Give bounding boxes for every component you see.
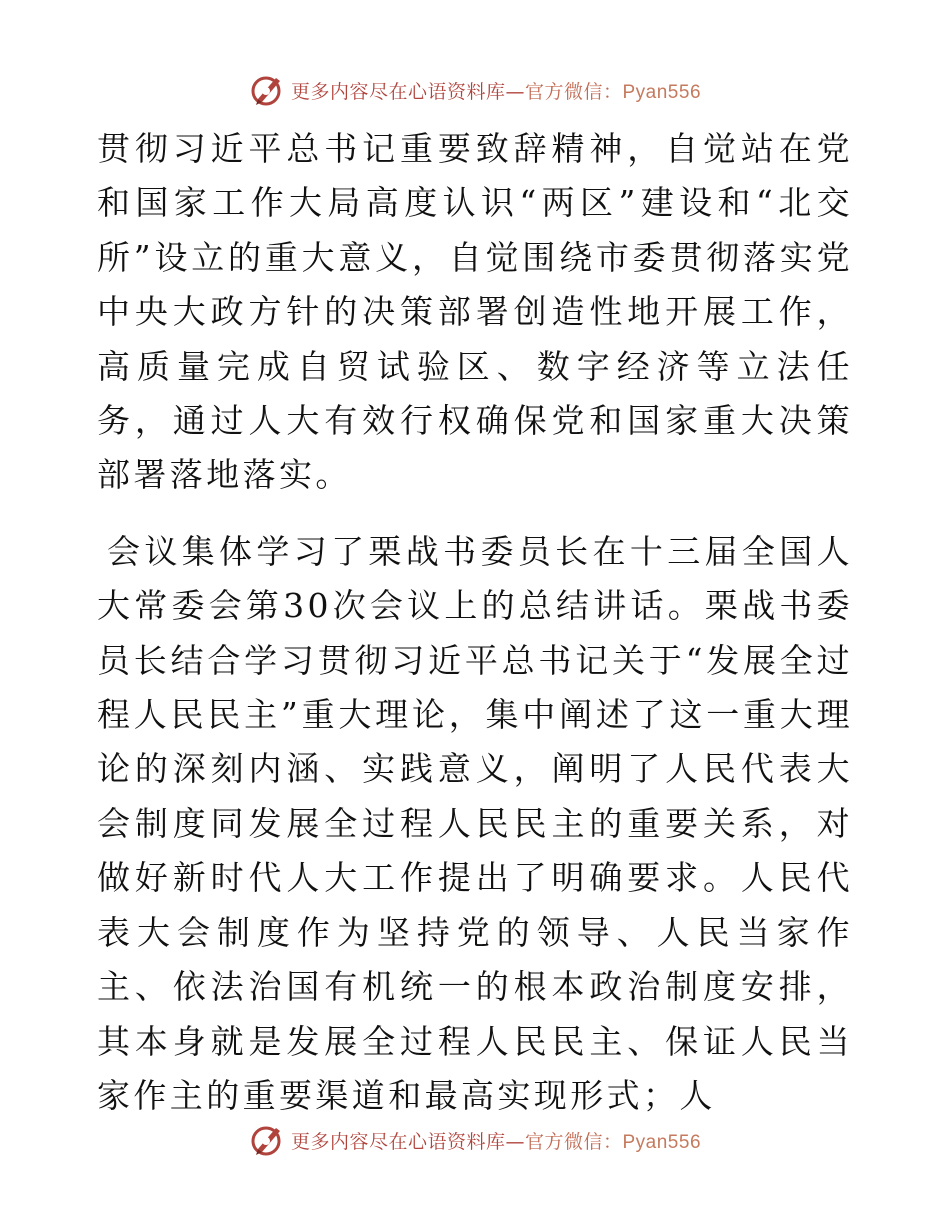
watermark-official: 官方微信：: [524, 1130, 623, 1153]
document-body: [97, 122, 853, 1123]
watermark-official: 官方微信：: [524, 80, 623, 103]
watermark-site: 更多内容尽在心语资料库: [290, 80, 506, 103]
watermark-site: 更多内容尽在心语资料库: [290, 1130, 506, 1153]
watermark-dash: —: [505, 1130, 525, 1153]
paragraph-2: 会议集体学习了栗战书委员长在十三届全国人大常委会第30次会议上的总结讲话。栗战书委员长结合学习贯彻习近平总书记关于“发展全过程人民民主”重大理论，集中阐述了这一重大理论的深刻内涵、实践意义，阐明了人民代表大会制度同发展全过程人民民主的重要关系，对做好新时代人大工作提出了明确要求。人民代表大会制度作为坚持党的领导、人民当家作主、依法治国有机统一的根本政治制度安排，其本身就是发展全过程人民民主、保证人民当家作主的重要渠道和最高实现形式；人: [97, 531, 853, 1115]
header-watermark: [0, 70, 950, 110]
footer-watermark: [0, 1120, 950, 1160]
watermark-wechat-id: Pyan556: [622, 1131, 702, 1153]
paragraph-1: 贯彻习近平总书记重要致辞精神，自觉站在党和国家工作大局高度认识“两区”建设和“北交所”设立的重大意义，自觉围绕市委贯彻落实党中央大政方针的决策部署创造性地开展工作，高质量完成自贸试验区、数字经济等立法任务，通过人大有效行权确保党和国家重大决策部署落地落实。: [97, 129, 853, 495]
pen-logo-icon: [249, 1122, 285, 1158]
watermark-dash: —: [505, 80, 525, 103]
watermark-wechat-id: Pyan556: [622, 81, 702, 103]
watermark-text: [291, 77, 701, 104]
watermark-text: [291, 1127, 701, 1154]
pen-logo-icon: [249, 72, 285, 108]
